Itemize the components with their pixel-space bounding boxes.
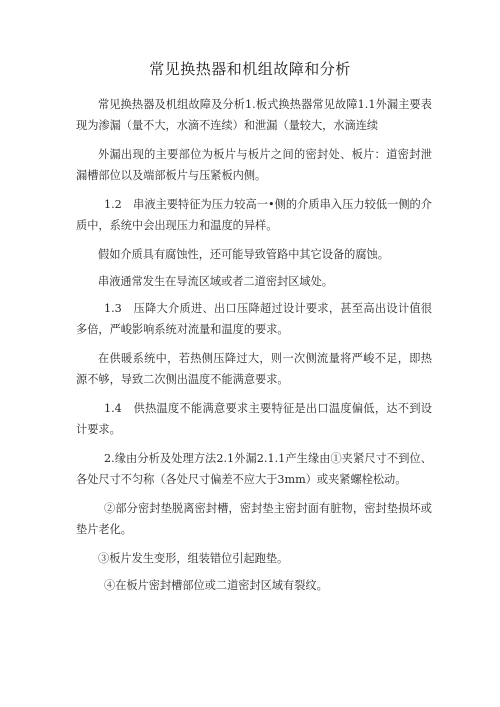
paragraph-heating-system: 在供暖系统中，若热侧压降过大，则一次侧流量将严峻不足，即热源不够，导致二次侧出温度不能满意要求。 [76,352,432,386]
page-title: 常见换热器和机组故障和分析 [149,60,351,78]
paragraph-gasket: ②部分密封垫脱离密封槽，密封垫主密封面有脏物，密封垫损坏或垫片老化。 [76,502,432,536]
paragraph-temperature: 1.4 供热温度不能满意要求主要特征是出口温度偏低，达不到设计要求。 [76,402,432,436]
paragraph-pressure-drop: 1.3 压降大介质进、出口压降超过设计要求，甚至高出设计值很多倍，严峻影响系统对流量和温度的要求。 [76,302,432,336]
document-body [76,94,432,602]
paragraph-intro: 常见换热器及机组故障及分析1.板式换热器常见故障1.1外漏主要表现为渗漏（量不大，水滴不连续）和泄漏（量较大，水滴连续 [76,98,432,132]
paragraph-plate-deform: ③板片发生变形，组装错位引起跑垫。 [98,552,289,565]
paragraph-leak-locations: 外漏出现的主要部位为板片与板片之间的密封处、板片：道密封泄漏槽部位以及端部板片与压紧板内侧。 [76,148,432,182]
paragraph-cross-flow-area: 串液通常发生在导流区域或者二道密封区域处。 [98,275,333,288]
paragraph-cross-flow: 1.2 串液主要特征为压力较高一•侧的介质串入压力较低一侧的介质中，系统中会出现压力和温度的异样。 [76,198,432,232]
paragraph-crack: ④在板片密封槽部位或二道密封区域有裂纹。 [104,579,328,592]
paragraph-cause-analysis: 2.缘由分析及处理方法2.1外漏2.1.1产生缘由①夹紧尺寸不到位、各处尺寸不匀称（各处尺寸偏差不应大于3mm）或夹紧螺栓松动。 [76,452,432,486]
paragraph-corrosion: 假如介质具有腐蚀性，还可能导致管路中其它设备的腐蚀。 [98,248,389,261]
